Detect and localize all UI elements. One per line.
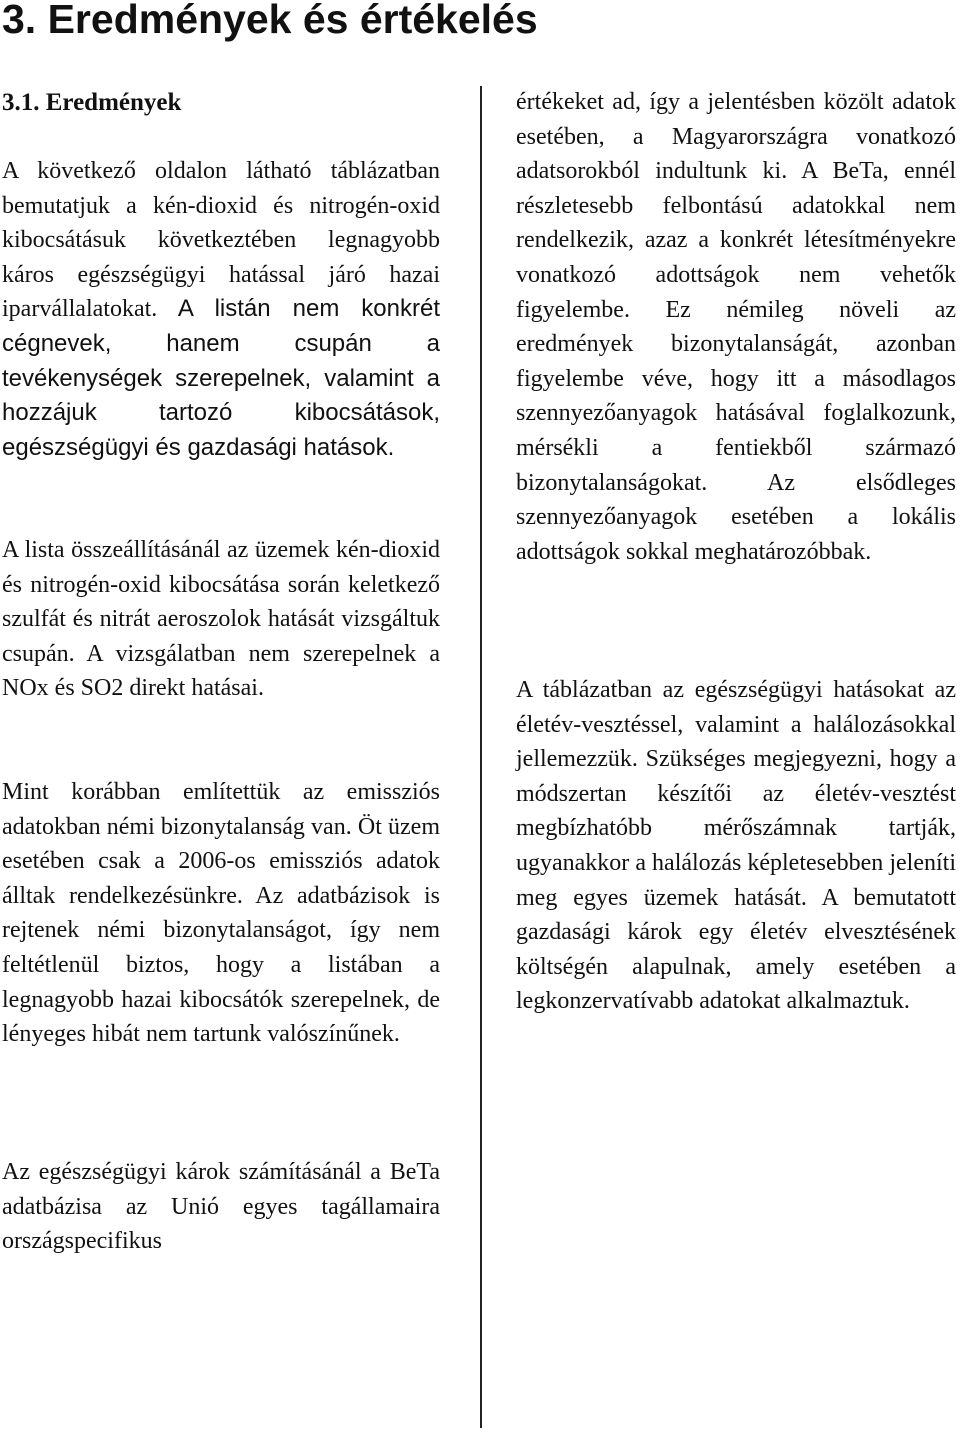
- paragraph-intro: [2, 154, 440, 465]
- page-title: 3. Eredmények és értékelés: [2, 0, 538, 42]
- paragraph-intro-serif-text: A következő oldalon látható táblázatban bemutatjuk a kén-dioxid és nitrogén-oxid kibocsátásuk következtében legnagyobb káros egészségügyi hatással járó hazai iparvállalatokat.: [2, 158, 440, 323]
- paragraph-health-damage: Az egészségügyi károk számításánál a BeTa adatbázisa az Unió egyes tagállamaira országspecifikus: [2, 1159, 440, 1255]
- paragraph-uncertainty: Mint korábban említettük az emissziós adatokban némi bizonytalanság van. Öt üzem esetében csak a 2006-os emissziós adatok álltak rendelkezésünkre. Az adatbázisok is rejtenek némi bizonytalanságot, így nem feltétlenül biztos, hogy a listában a legnagyobb hazai kibocsátók szerepelnek, de lényeges hibát nem tartunk valószínűnek.: [2, 779, 440, 1048]
- paragraph-list-method: A lista összeállításánál az üzemek kén-dioxid és nitrogén-oxid kibocsátása során keletkező szulfát és nitrát aeroszolok hatását vizsgáltuk csupán. A vizsgálatban nem szerepelnek a NOx és SO2 direkt hatásai.: [2, 537, 440, 702]
- paragraph-beta-values: értékeket ad, így a jelentésben közölt adatok esetében, a Magyarországra vonatkozó adatsorokból indultunk ki. A BeTa, ennél részletesebb felbontású adatokkal nem rendelkezik, azaz a konkrét létesítményekre vonatkozó adottságok nem vehetők figyelembe. Ez némileg növeli az eredmények bizonytalanságát, azonban figyelembe véve, hogy itt a másodlagos szennyezőanyagok hatásával foglalkozunk, mérsékli a fentiekből származó bizonytalanságokat. Az elsődleges szennyezőanyagok esetében a lokális adottságok sokkal meghatározóbbak.: [516, 89, 956, 565]
- paragraph-intro-sans-text: A listán nem konkrét cégnevek, hanem csupán a tevékenységek szerepelnek, valamint a hozzájuk tartozó kibocsátások, egészségügyi és gazdasági hatások.: [2, 295, 440, 461]
- paragraph-table-effects: A táblázatban az egészségügyi hatásokat az életév-vesztéssel, valamint a halálozásokkal jellemezzük. Szükséges megjegyezni, hogy a módszertan készítői az életév-vesztést megbízhatóbb mérőszámnak tartják, ugyanakkor a halálozás képletesebben jeleníti meg egyes üzemek hatását. A bemutatott gazdasági károk egy életév elvesztésének költségén alapulnak, amely esetében a legkonzervatívabb adatokat alkalmaztuk.: [516, 677, 956, 1015]
- column-divider: [480, 86, 482, 1428]
- section-heading: 3.1. Eredmények: [2, 89, 182, 116]
